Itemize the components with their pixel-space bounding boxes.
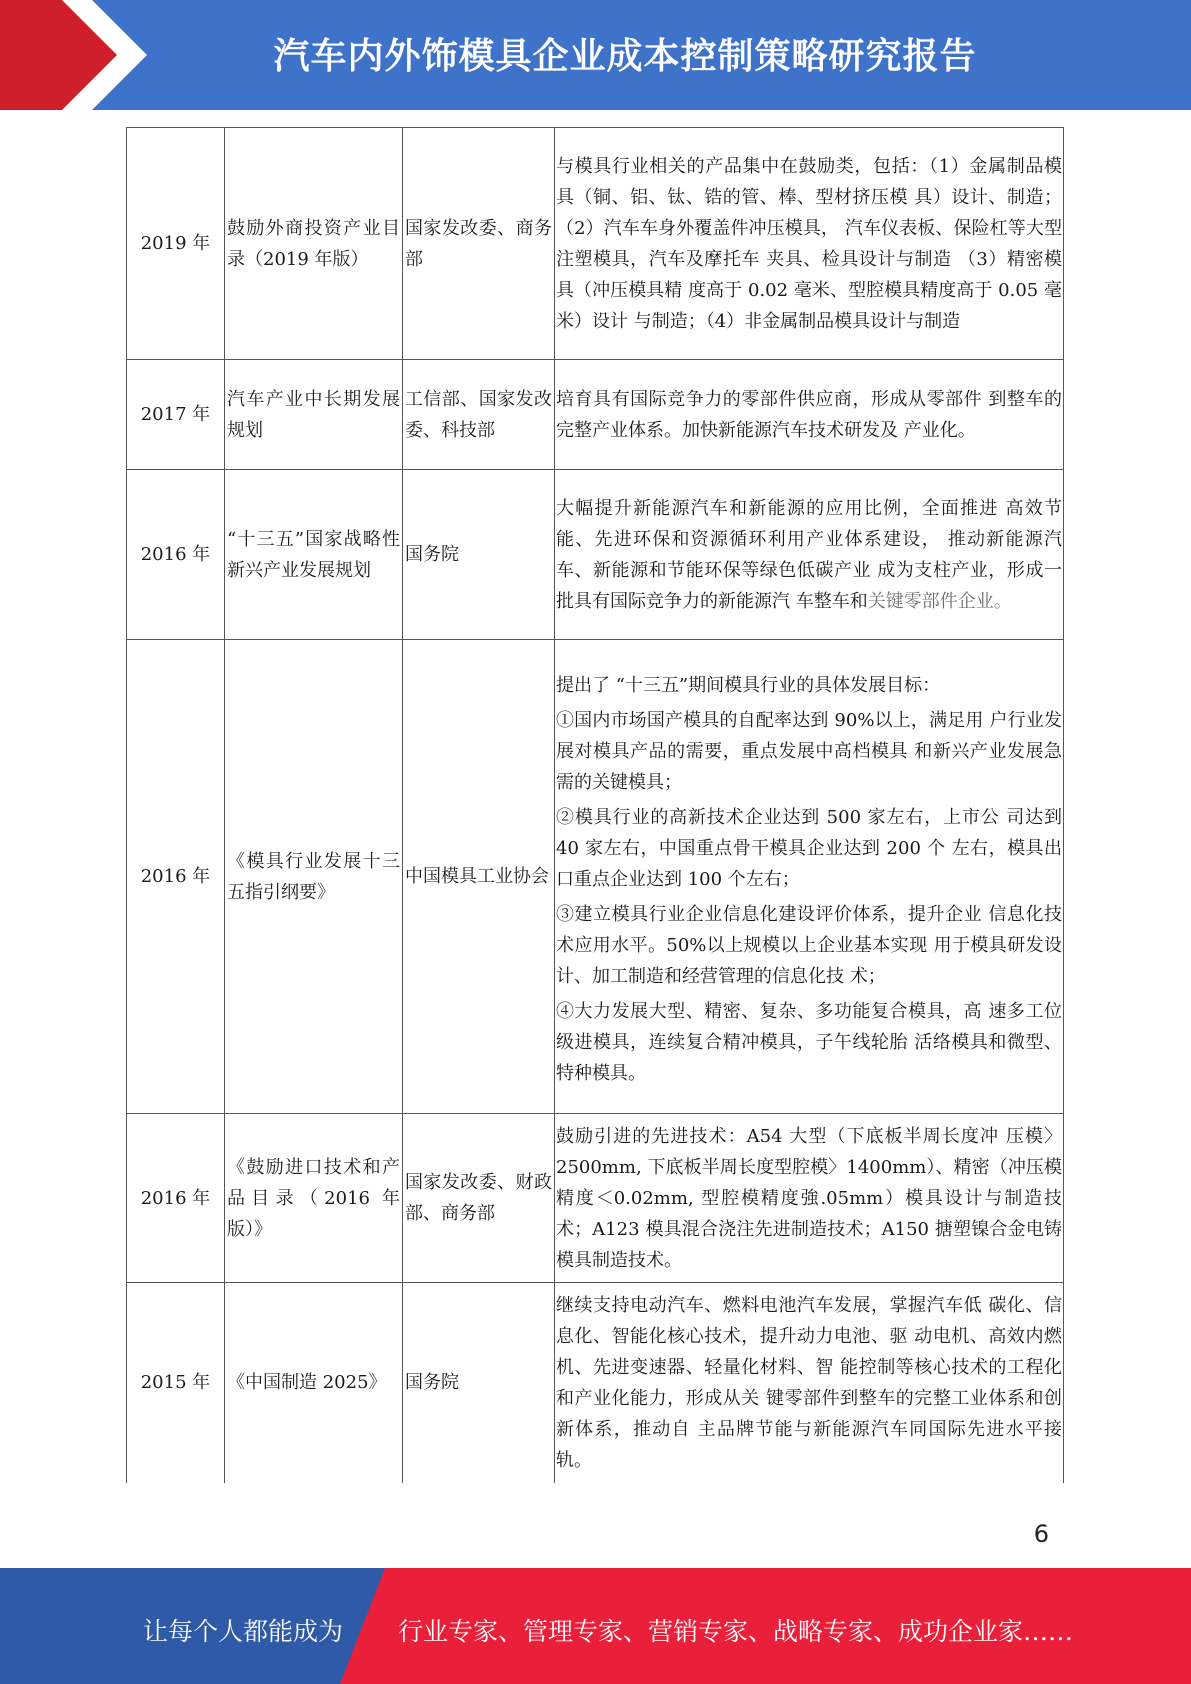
table-row: [127, 360, 1064, 470]
content-cell: [555, 640, 1064, 1114]
year-cell: 2016 年: [127, 640, 225, 1114]
content-paragraph: 继续支持电动汽车、燃料电池汽车发展，掌握汽车低 碳化、信息化、智能化核心技术，提升动力电池、驱 动电机、高效内燃机、先进变速器、轻量化材料、智 能控制等核心技术的工程化和产业化能力，形成从关 键零部件到整车的完整工业体系和创新体系，推动自 主品牌节能与新能源汽车同国际先进水平接轨。: [556, 1294, 1062, 1471]
content-text: 大幅提升新能源汽车和新能源的应用比例，全面推进 高效节能、先进环保和资源循环利用产业体系建设， 推动新能源汽车、新能源和节能环保等绿色低碳产业 成为支柱产业，形成一批具有国际竞争力的新能源汽 车整车和: [556, 497, 1062, 612]
content-paragraph: ③建立模具行业企业信息化建设评价体系，提升企业 信息化技术应用水平。50%以上规模以上企业基本实现 用于模具研发设计、加工制造和经营管理的信息化技 术；: [556, 904, 1062, 987]
content-paragraph: 与模具行业相关的产品集中在鼓励类，包括：（1）金属制品模具（铜、铝、钛、锆的管、棒、型材挤压模 具）设计、制造；（2）汽车车身外覆盖件冲压模具， 汽车仪表板、保险杠等大型注塑模具，汽车及摩托车 夹具、检具设计与制造 （3）精密模具（冲压模具精 度高于 0.02 毫米、型腔模具精度高于 0.05 毫米）设计 与制造；（4）非金属制品模具设计与制造: [556, 155, 1062, 332]
content-paragraph: ①国内市场国产模具的自配率达到 90%以上，满足用 户行业发展对模具产品的需要，重点发展中高档模具 和新兴产业发展急需的关键模具；: [556, 710, 1062, 793]
policy-table: [126, 127, 1064, 1483]
content-cell: [555, 128, 1064, 360]
content-cell: [555, 1283, 1064, 1483]
department-cell: 国家发改委、财政部、商务部: [403, 1114, 555, 1283]
policy-name-cell: 《中国制造 2025》: [225, 1283, 403, 1483]
policy-name-cell: 《鼓励进口技术和产品目录（2016 年版）》: [225, 1114, 403, 1283]
content-paragraph: ④大力发展大型、精密、复杂、多功能复合模具，高 速多工位级进模具，连续复合精冲模具，子午线轮胎 活络模具和微型、特种模具。: [556, 1001, 1062, 1084]
table-row: [127, 640, 1064, 1114]
year-cell: 2016 年: [127, 470, 225, 640]
content-cell: [555, 360, 1064, 470]
department-cell: 国务院: [403, 470, 555, 640]
content-paragraph: [556, 493, 1062, 617]
year-cell: 2019 年: [127, 128, 225, 360]
table-row: [127, 128, 1064, 360]
policy-name-cell: “十三五”国家战略性新兴产业发展规划: [225, 470, 403, 640]
content-text-muted: 关键零部件企业。: [867, 590, 1012, 612]
department-cell: 中国模具工业协会: [403, 640, 555, 1114]
content-paragraph: ②模具行业的高新技术企业达到 500 家左右，上市公 司达到 40 家左右，中国重点骨干模具企业达到 200 个 左右，模具出口重点企业达到 100 个左右；: [556, 807, 1062, 890]
page-header: [0, 0, 1191, 110]
department-cell: 国家发改委、商务部: [403, 128, 555, 360]
page-footer: [0, 1568, 1191, 1684]
report-title: 汽车内外饰模具企业成本控制策略研究报告: [273, 36, 977, 77]
table-row: [127, 1114, 1064, 1283]
table-row: [127, 470, 1064, 640]
page-number: 6: [1033, 1520, 1049, 1548]
policy-name-cell: 汽车产业中长期发展规划: [225, 360, 403, 470]
content-cell: [555, 1114, 1064, 1283]
policy-name-cell: 鼓励外商投资产业目录（2019 年版）: [225, 128, 403, 360]
department-cell: 工信部、国家发改委、科技部: [403, 360, 555, 470]
content-cell: [555, 470, 1064, 640]
policy-name-cell: 《模具行业发展十三五指引纲要》: [225, 640, 403, 1114]
footer-slogan-left: 让每个人都能成为: [143, 1617, 344, 1646]
year-cell: 2016 年: [127, 1114, 225, 1283]
content-paragraph: 提出了 “十三五”期间模具行业的具体发展目标：: [556, 675, 941, 696]
footer-slogan-right: 行业专家、管理专家、营销专家、战略专家、成功企业家……: [398, 1617, 1074, 1646]
year-cell: 2015 年: [127, 1283, 225, 1483]
table-row: [127, 1283, 1064, 1483]
year-cell: 2017 年: [127, 360, 225, 470]
department-cell: 国务院: [403, 1283, 555, 1483]
content-paragraph: 培育具有国际竞争力的零部件供应商，形成从零部件 到整车的完整产业体系。加快新能源汽车技术研发及 产业化。: [556, 388, 1062, 441]
content-paragraph: 鼓励引进的先进技术：A54 大型（下底板半周长度冲 压模〉2500mm, 下底板半周长度型腔模〉1400mm）、精密（冲压模精度＜0.02mm, 型腔模精度強.05mm）模具设计与制造技术；A123 模具混合浇注先进制造技术；A150 搪塑镍合金电铸模具制造技术。: [556, 1125, 1062, 1271]
